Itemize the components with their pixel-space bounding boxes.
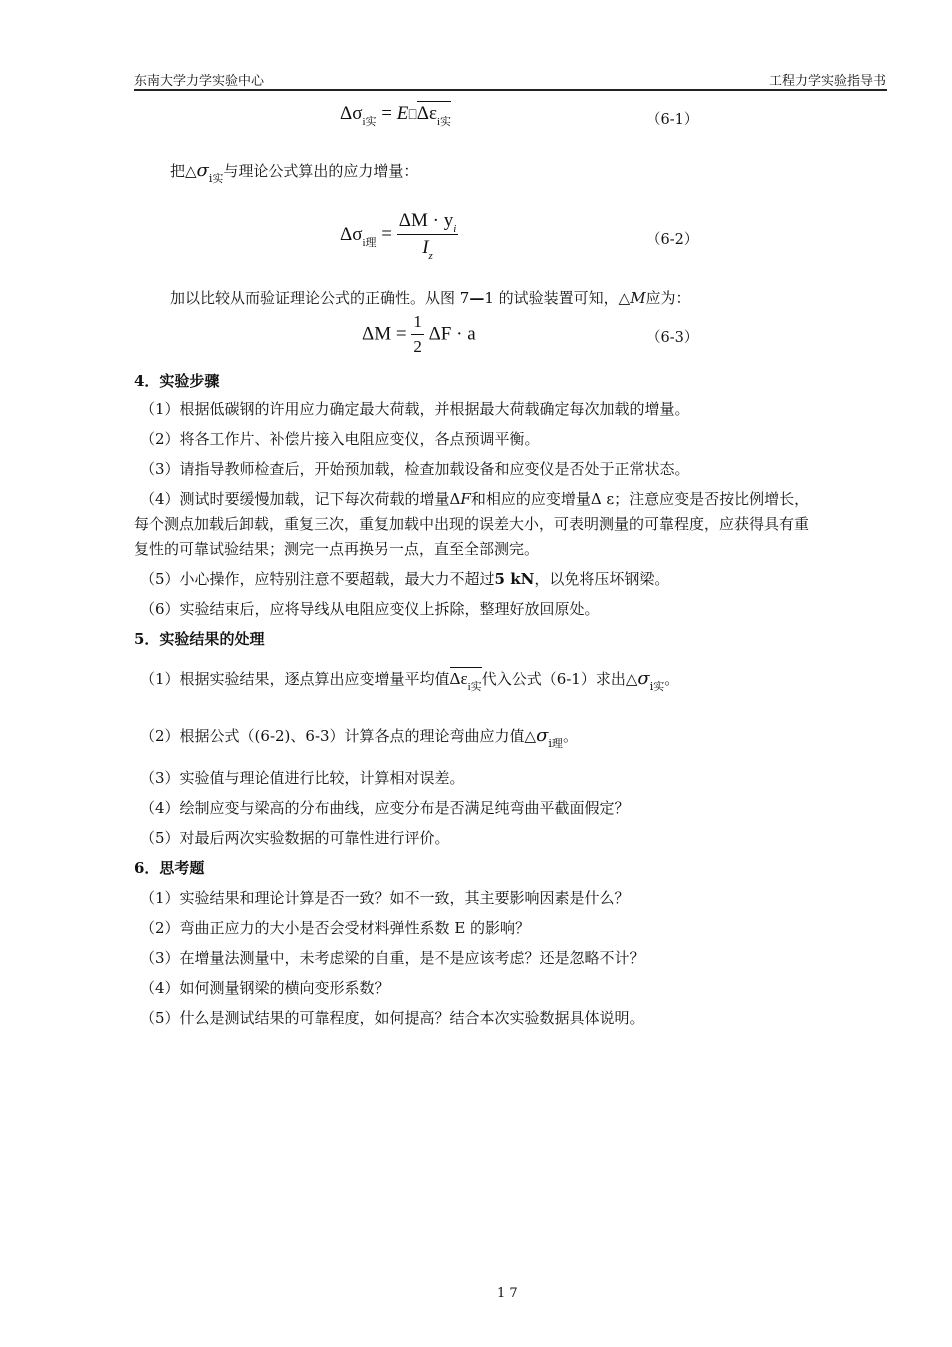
- eq1-number: （6-1）: [646, 112, 699, 128]
- result-3: （3）实验值与理论值进行比较，计算相对误差。: [140, 769, 465, 787]
- paragraph-compare: 把$\triangle\sigma_{i实}$与理论公式算出的应力增量：: [170, 160, 419, 185]
- step-4-line1: （4）测试时要缓慢加载，记下每次荷载的增量ΔF和相应的应变增量Δ ε；注意应变是否按比例增长，: [140, 490, 810, 508]
- step-4-line3: 复性的可靠试验结果；测完一点再换另一点，直至全部测完。: [134, 540, 540, 558]
- step-6: （6）实验结束后，应将导线从电阻应变仪上拆除，整理好放回原处。: [140, 600, 600, 618]
- step-4-line2: 每个测点加载后卸载，重复三次，重复加载中出现的误差大小，可表明测量的可靠程度，应获得具有重: [134, 515, 810, 533]
- eq3-number: （6-3）: [646, 330, 699, 346]
- equation-6-1: $\Delta\sigma_{i实}$ = $E⎕\Delta\varepsilon_{i实}$: [340, 103, 452, 128]
- header-right: 工程力学实验指导书: [768, 74, 886, 89]
- eq1-lhs: Δσ: [340, 103, 363, 124]
- step-2: （2）将各工作片、补偿片接入电阻应变仪，各点预调平衡。: [140, 430, 540, 448]
- paragraph-verify: 加以比较从而验证理论公式的正确性。从图 7—1 的试验装置可知，△M应为：: [170, 289, 691, 307]
- eq2-number: （6-2）: [646, 232, 699, 248]
- result-2: （2）根据公式（(6-2)、6-3）计算各点的理论弯曲应力值$\triangle\sigma_{i理}$。: [140, 725, 578, 750]
- question-3: （3）在增量法测量中，未考虑梁的自重，是不是应该考虑？还是忽略不计？: [140, 949, 645, 967]
- step-3: （3）请指导教师检查后，开始预加载，检查加载设备和应变仪是否处于正常状态。: [140, 460, 690, 478]
- header-left: 东南大学力学实验中心: [134, 74, 265, 89]
- question-1: （1）实验结果和理论计算是否一致？如不一致，其主要影响因素是什么？: [140, 889, 630, 907]
- equation-6-3: ΔM = $\frac{1}{2}$ ΔF · a: [362, 312, 476, 356]
- section-6-title: 6．思考题: [134, 859, 205, 877]
- step-5: （5）小心操作，应特别注意不要超载，最大力不超过5 kN，以免将压坏钢梁。: [140, 570, 670, 588]
- question-5: （5）什么是测试结果的可靠程度，如何提高？结合本次实验数据具体说明。: [140, 1009, 645, 1027]
- section-4-title: 4．实验步骤: [134, 372, 220, 390]
- page-number: 1 7: [497, 1286, 518, 1301]
- question-2: （2）弯曲正应力的大小是否会受材料弹性系数 E 的影响？: [140, 919, 531, 937]
- step-1: （1）根据低碳钢的许用应力确定最大荷载，并根据最大荷载确定每次加载的增量。: [140, 400, 690, 418]
- question-4: （4）如何测量钢梁的横向变形系数？: [140, 979, 390, 997]
- result-1: （1）根据实验结果，逐点算出应变增量平均值$\Delta\varepsilon_{i实}$代入公式（6-1）求出$\triangle\sigma_{i实}$。: [140, 668, 680, 693]
- equation-6-2: $\Delta\sigma_{i理}$ = $\frac{\Delta M \cdot y_i}{I_z}$: [340, 210, 457, 262]
- header-rule: [134, 89, 887, 91]
- section-5-title: 5．实验结果的处理: [134, 630, 265, 648]
- result-4: （4）绘制应变与梁高的分布曲线，应变分布是否满足纯弯曲平截面假定？: [140, 799, 630, 817]
- result-5: （5）对最后两次实验数据的可靠性进行评价。: [140, 829, 450, 847]
